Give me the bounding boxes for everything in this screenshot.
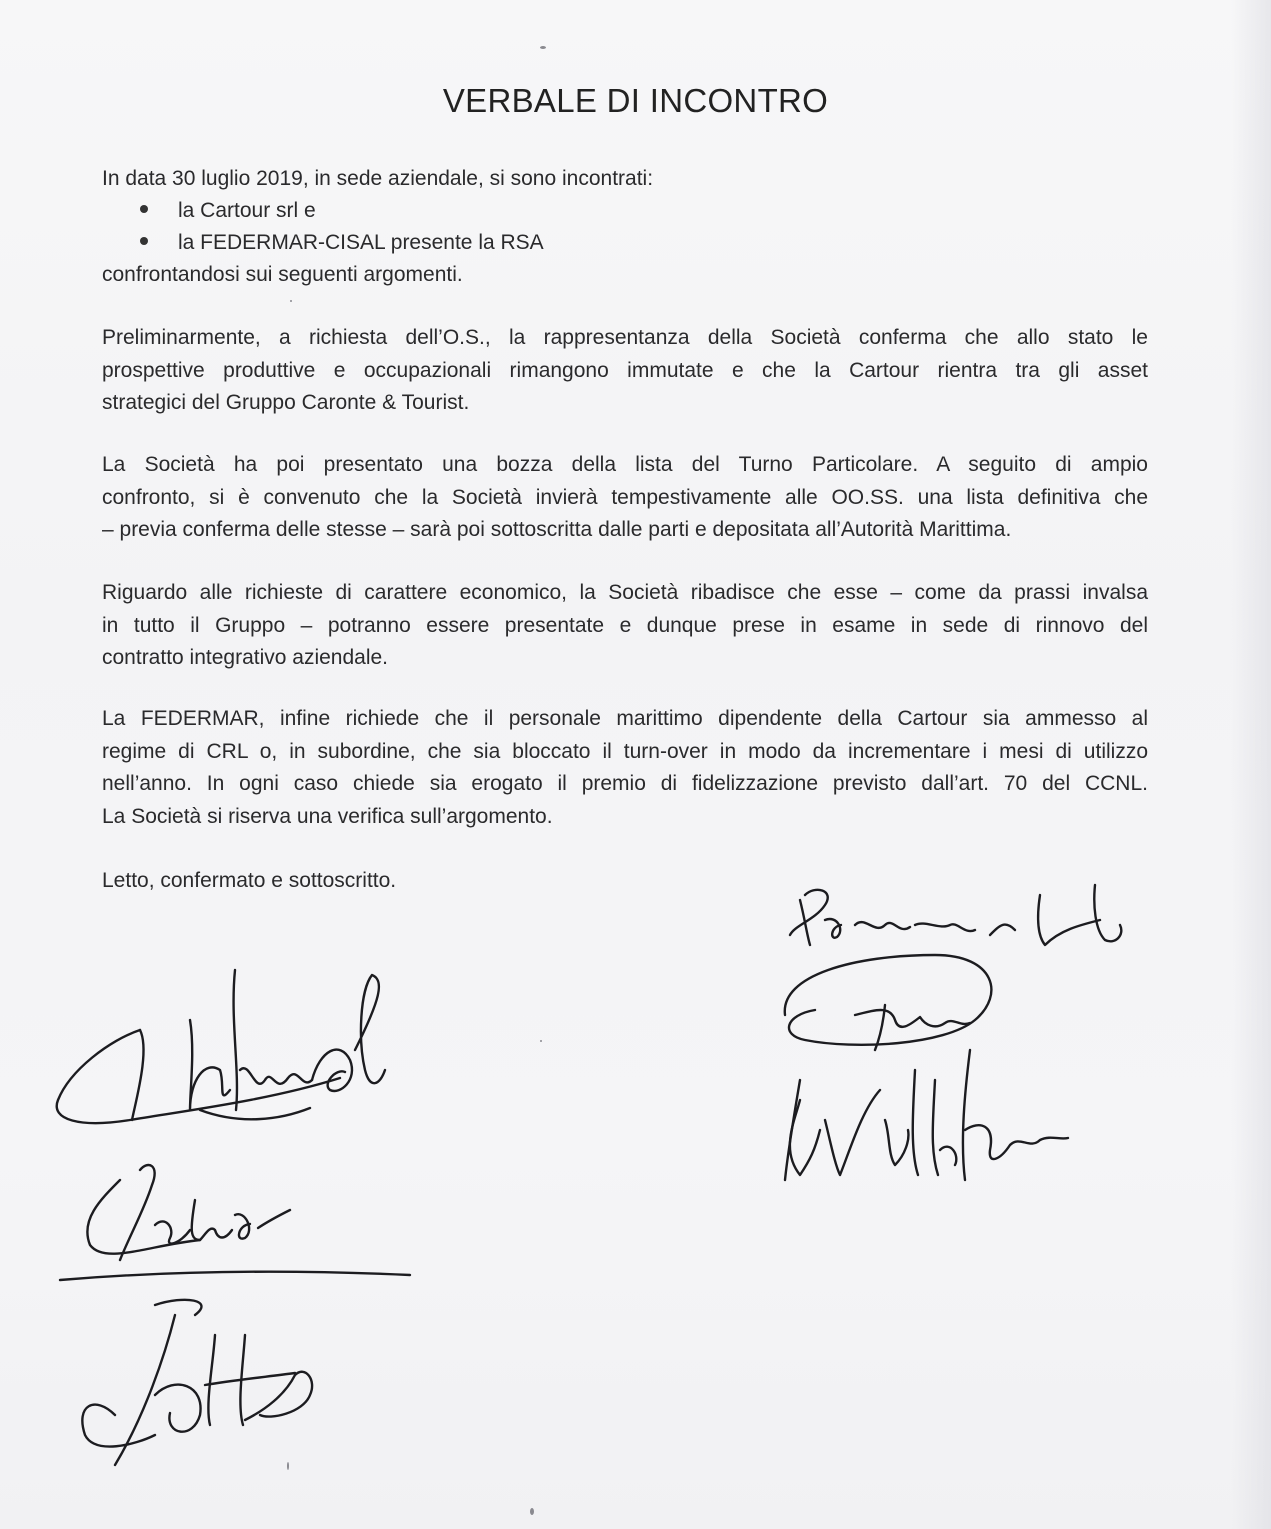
scan-speck (290, 300, 292, 302)
intro-line: In data 30 luglio 2019, in sede aziendale, si sono incontrati: (102, 167, 654, 190)
closing-line: Letto, confermato e sottoscritto. (102, 869, 397, 892)
paragraph-turno-particolare (102, 449, 1148, 547)
paragraph-line: La Società ha poi presentato una bozza della lista del Turno Particolare. A seguito di ampio (102, 453, 1148, 476)
signature-left-1 (40, 960, 400, 1160)
paragraph-line: – previa conferma delle stesse – sarà poi sottoscritta dalle parti e depositata all’Autorità Marittima. (102, 518, 1012, 541)
bullet-item-cartour (140, 195, 316, 227)
paragraph-line: nell’anno. In ogni caso chiede sia erogato il premio di fidelizzazione previsto dall’art. 70 del CCNL. (102, 772, 1148, 795)
paragraph-richieste-economiche (102, 577, 1148, 675)
signature-right-2 (775, 945, 1035, 1055)
page-edge-shadow (1231, 0, 1271, 1529)
bullet-item-federmar (140, 227, 544, 259)
bullet-dot-icon (140, 205, 148, 213)
scan-speck (540, 1040, 542, 1042)
signature-left-3 (55, 1295, 355, 1475)
paragraph-line: confronto, si è convenuto che la Società invierà tempestivamente alle OO.SS. una lista definitiva che (102, 485, 1148, 509)
bullet-dot-icon (140, 237, 148, 245)
scan-speck (540, 46, 546, 49)
paragraph-line: regime di CRL o, in subordine, che sia bloccato il turn-over in modo da incrementare i mesi di utilizzo (102, 739, 1148, 763)
paragraph-line: La FEDERMAR, infine richiede che il personale marittimo dipendente della Cartour sia ammesso al (102, 707, 1148, 730)
paragraph-line: La Società si riserva una verifica sull’argomento. (102, 804, 553, 828)
intro-after-line: confrontandosi sui seguenti argomenti. (102, 263, 463, 286)
paragraph-line: Preliminarmente, a richiesta dell’O.S., la rappresentanza della Società conferma che allo stato le (102, 326, 1148, 349)
paragraph-line: prospettive produttive e occupazionali rimangono immutate e che la Cartour rientra tra gli asset (102, 358, 1148, 382)
paragraph-line: Riguardo alle richieste di carattere economico, la Società ribadisce che esse – come da prassi invalsa (102, 581, 1148, 604)
paragraph-line: strategici del Gruppo Caronte & Tourist. (102, 391, 470, 414)
paragraph-federmar (102, 703, 1148, 833)
paragraph-line: in tutto il Gruppo – potranno essere presentate e dunque prese in esame in sede di rinnovo del (102, 613, 1148, 637)
scan-speck (530, 1508, 534, 1515)
paragraph-preliminary (102, 322, 1148, 420)
signature-right-3 (770, 1040, 1070, 1190)
bullet-item-label: la Cartour srl e (178, 199, 316, 222)
paragraph-line: contratto integrativo aziendale. (102, 646, 389, 669)
document-title: VERBALE DI INCONTRO (442, 82, 829, 119)
signature-left-2 (40, 1140, 420, 1290)
bullet-item-label: la FEDERMAR-CISAL presente la RSA (178, 231, 544, 254)
